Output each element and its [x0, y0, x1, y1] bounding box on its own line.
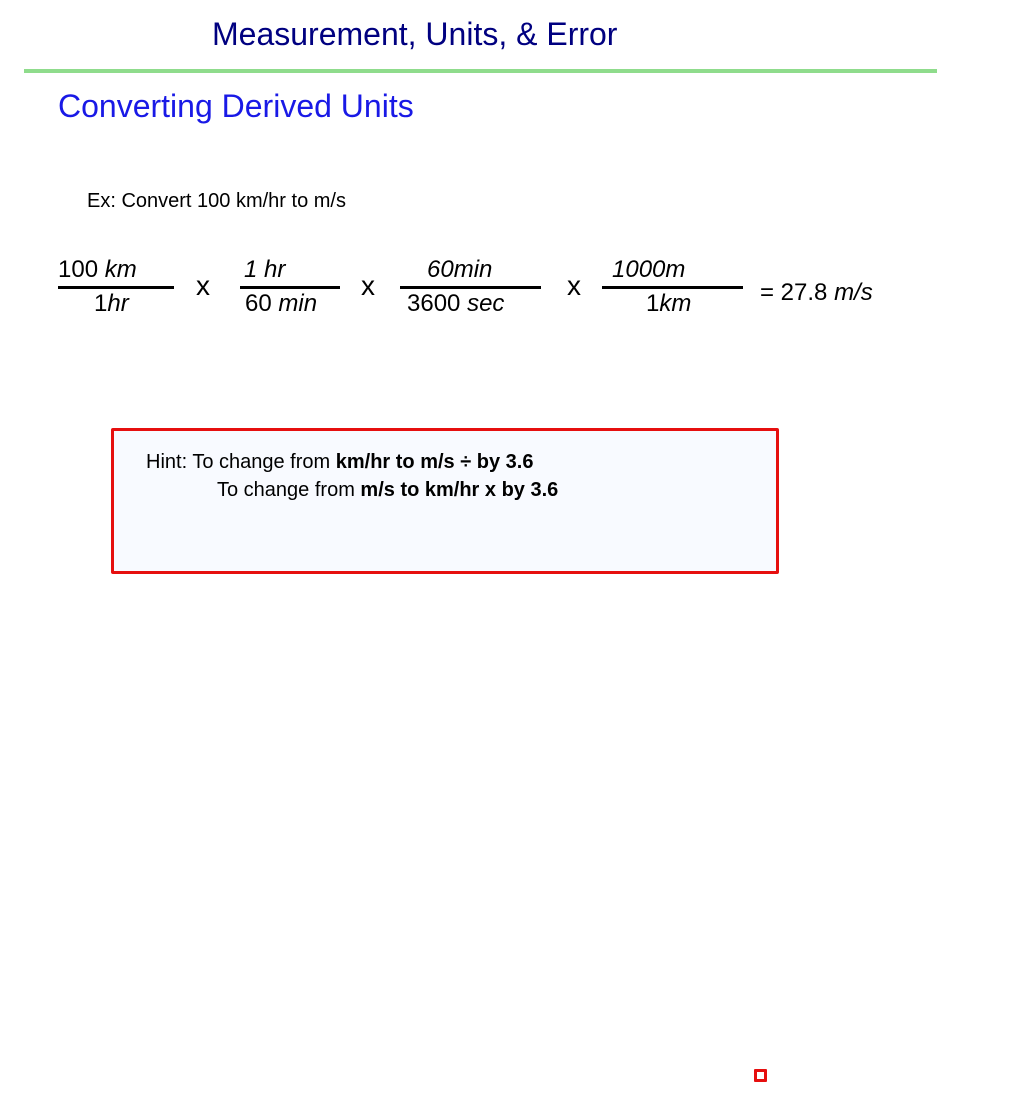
multiply-sign: x — [361, 270, 375, 301]
fraction-bar — [240, 286, 340, 289]
hint-line-1-rule: km/hr to m/s ÷ by 3.6 — [335, 451, 534, 473]
denominator-value: 1 — [94, 290, 108, 317]
hint-line-1-prefix: Hint: To change from — [146, 451, 336, 473]
fraction-min-per-sec — [400, 256, 541, 326]
fraction-km-per-hr — [58, 256, 174, 326]
fraction-numerator — [244, 256, 285, 284]
slide-marker-icon — [754, 1069, 767, 1082]
fraction-hr-per-min — [240, 256, 340, 326]
numerator-unit: km — [104, 256, 137, 283]
fraction-numerator — [612, 256, 685, 284]
fraction-numerator — [58, 256, 137, 284]
fraction-denominator — [94, 290, 129, 318]
fraction-bar — [58, 286, 174, 289]
page-title: Measurement, Units, & Error — [212, 16, 618, 52]
fraction-denominator — [407, 290, 504, 318]
hint-line-2 — [217, 479, 558, 502]
denominator-value: 60 — [245, 290, 279, 317]
numerator-unit: 60min — [427, 256, 493, 283]
numerator-unit: 1000m — [612, 256, 686, 283]
multiply-sign: x — [567, 270, 581, 301]
fraction-m-per-km — [602, 256, 743, 326]
denominator-value: 1 — [646, 290, 660, 317]
result-unit: m/s — [834, 279, 873, 306]
multiply-sign: x — [196, 270, 210, 301]
denominator-unit: hr — [107, 290, 129, 317]
numerator-value: 100 — [58, 256, 105, 283]
fraction-denominator — [646, 290, 691, 318]
equation-result — [760, 279, 873, 307]
fraction-bar — [400, 286, 541, 289]
fraction-denominator — [245, 290, 317, 318]
fraction-numerator — [427, 256, 492, 284]
numerator-unit: 1 hr — [244, 256, 286, 283]
denominator-value: 3600 — [407, 290, 468, 317]
fraction-bar — [602, 286, 743, 289]
hint-line-2-prefix: To change from — [217, 479, 361, 501]
section-title: Converting Derived Units — [58, 88, 414, 124]
denominator-unit: sec — [467, 290, 505, 317]
example-text: Ex: Convert 100 km/hr to m/s — [87, 190, 346, 212]
denominator-unit: km — [659, 290, 692, 317]
header-divider — [24, 69, 937, 73]
denominator-unit: min — [278, 290, 318, 317]
hint-line-1 — [146, 451, 533, 474]
hint-line-2-rule: m/s to km/hr x by 3.6 — [360, 479, 559, 501]
result-value: = 27.8 — [760, 279, 835, 306]
